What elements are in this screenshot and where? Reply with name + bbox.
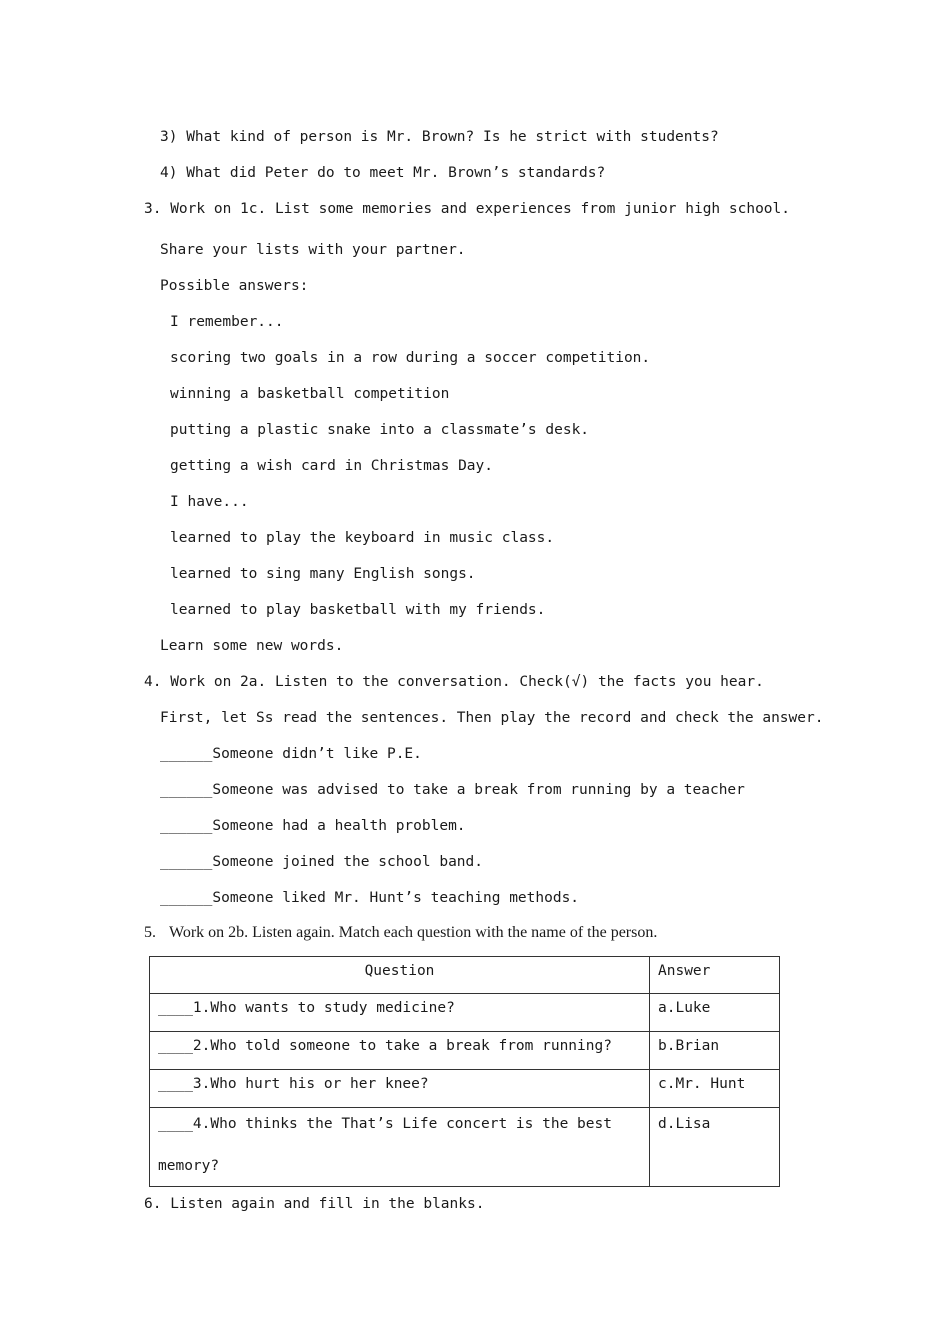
answer-line: learned to play the keyboard in music class. <box>170 530 555 546</box>
header-question: Question <box>150 957 650 994</box>
question-cell: ____2.Who told someone to take a break from running? <box>150 1032 650 1070</box>
answer-line: learned to play basketball with my friends. <box>170 602 546 618</box>
fact-item: ______Someone joined the school band. <box>160 854 484 870</box>
question-text: ____4.Who thinks the That’s Life concert is the best <box>158 1116 612 1132</box>
question-cell <box>150 1108 650 1187</box>
question-3: 3) What kind of person is Mr. Brown? Is he strict with students? <box>160 129 719 145</box>
step-5-number: 5. <box>144 924 156 941</box>
answer-line: I remember... <box>170 314 284 330</box>
answer-line: scoring two goals in a row during a soccer competition. <box>170 350 651 366</box>
table-row <box>150 1032 780 1070</box>
header-answer: Answer <box>650 957 780 994</box>
question-cell: ____1.Who wants to study medicine? <box>150 994 650 1032</box>
answer-line: putting a plastic snake into a classmate’s desk. <box>170 422 590 438</box>
answer-cell: d.Lisa <box>650 1108 780 1187</box>
question-4: 4) What did Peter do to meet Mr. Brown’s standards? <box>160 165 606 181</box>
answer-line: getting a wish card in Christmas Day. <box>170 458 494 474</box>
table-row <box>150 994 780 1032</box>
fact-item: ______Someone had a health problem. <box>160 818 466 834</box>
answer-line: I have... <box>170 494 249 510</box>
step-5-heading: Work on 2b. Listen again. Match each question with the name of the person. <box>169 924 658 941</box>
step-3-heading: 3. Work on 1c. List some memories and experiences from junior high school. <box>144 201 791 217</box>
step-3-instruction: Share your lists with your partner. <box>160 242 466 258</box>
answer-cell: b.Brian <box>650 1032 780 1070</box>
answer-line: winning a basketball competition <box>170 386 450 402</box>
step-4-heading: 4. Work on 2a. Listen to the conversation. Check(√) the facts you hear. <box>144 674 764 690</box>
step-6-heading: 6. Listen again and fill in the blanks. <box>144 1196 485 1212</box>
matching-table <box>149 956 780 1187</box>
table-row <box>150 1070 780 1108</box>
answer-cell: a.Luke <box>650 994 780 1032</box>
question-text-continued: memory? <box>158 1158 220 1174</box>
fact-item: ______Someone liked Mr. Hunt’s teaching methods. <box>160 890 580 906</box>
possible-answers-label: Possible answers: <box>160 278 309 294</box>
answer-line: learned to sing many English songs. <box>170 566 476 582</box>
fact-item: ______Someone didn’t like P.E. <box>160 746 422 762</box>
answer-cell: c.Mr. Hunt <box>650 1070 780 1108</box>
table-header-row <box>150 957 780 994</box>
new-words-line: Learn some new words. <box>160 638 344 654</box>
table-row <box>150 1108 780 1187</box>
question-cell: ____3.Who hurt his or her knee? <box>150 1070 650 1108</box>
fact-item: ______Someone was advised to take a break from running by a teacher <box>160 782 745 798</box>
step-4-instruction: First, let Ss read the sentences. Then play the record and check the answer. <box>160 710 824 726</box>
